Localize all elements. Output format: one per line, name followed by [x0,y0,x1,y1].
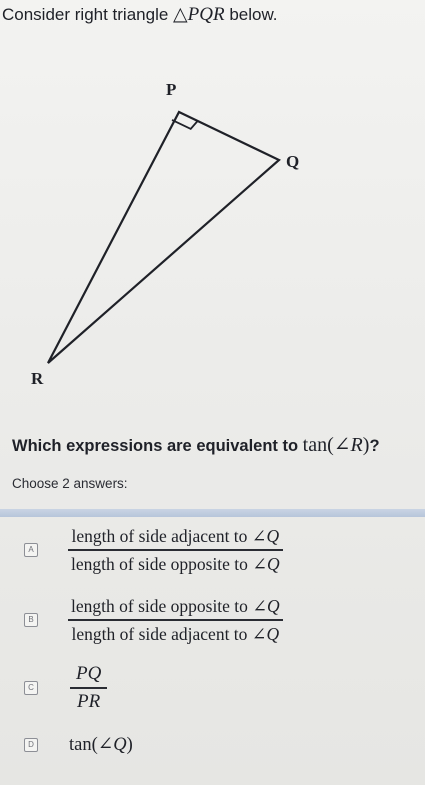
question-prefix: Which expressions are equivalent to [12,437,303,455]
choice-b[interactable] [24,596,283,644]
choice-b-numerator: length of side opposite to ∠Q [71,596,280,616]
close-paren: ) [362,434,370,456]
choice-b-denominator: length of side adjacent to ∠Q [71,623,280,644]
tan-function: tan [302,434,328,456]
angle-var: R [350,434,363,456]
choice-a-numerator: length of side adjacent to ∠Q [71,526,280,546]
question-text [12,433,380,458]
angle-symbol: ∠ [333,434,351,456]
open-paren: ( [327,434,334,456]
instructions: Choose 2 answers: [12,476,128,491]
choice-letter-b: B [24,613,38,627]
choice-b-fraction [68,596,283,644]
choice-letter-d: D [24,738,38,752]
choice-b-content [68,596,283,644]
vertex-label-r: R [31,369,44,388]
vertex-label-q: Q [286,152,300,171]
choice-d-expression: tan(∠Q) [69,735,133,755]
prompt-text-end: below. [224,5,278,24]
choice-d-content [69,734,133,756]
question-mark: ? [369,437,380,455]
triangle-name: PQR [187,4,225,25]
choice-letter-c: C [24,681,38,695]
triangle-symbol: △ [173,4,188,25]
triangle-pqr [48,112,279,363]
choice-c-content [70,664,107,712]
choice-c-fraction [70,664,107,712]
triangle-diagram [0,60,425,400]
choices-divider [0,509,425,517]
choice-letter-a: A [24,543,38,557]
choice-a-fraction [68,526,283,574]
prompt-text: Consider right triangle [2,5,174,24]
choice-d[interactable] [24,734,133,756]
choice-a-denominator: length of side opposite to ∠Q [71,553,280,574]
choice-a-content [68,526,283,574]
choice-a[interactable] [24,526,283,574]
problem-prompt [2,4,278,26]
choice-c-denominator: PR [77,690,101,712]
choice-c-numerator: PQ [76,663,102,684]
vertex-label-p: P [166,80,177,99]
choice-c[interactable] [24,664,107,712]
right-angle-marker [172,120,198,129]
